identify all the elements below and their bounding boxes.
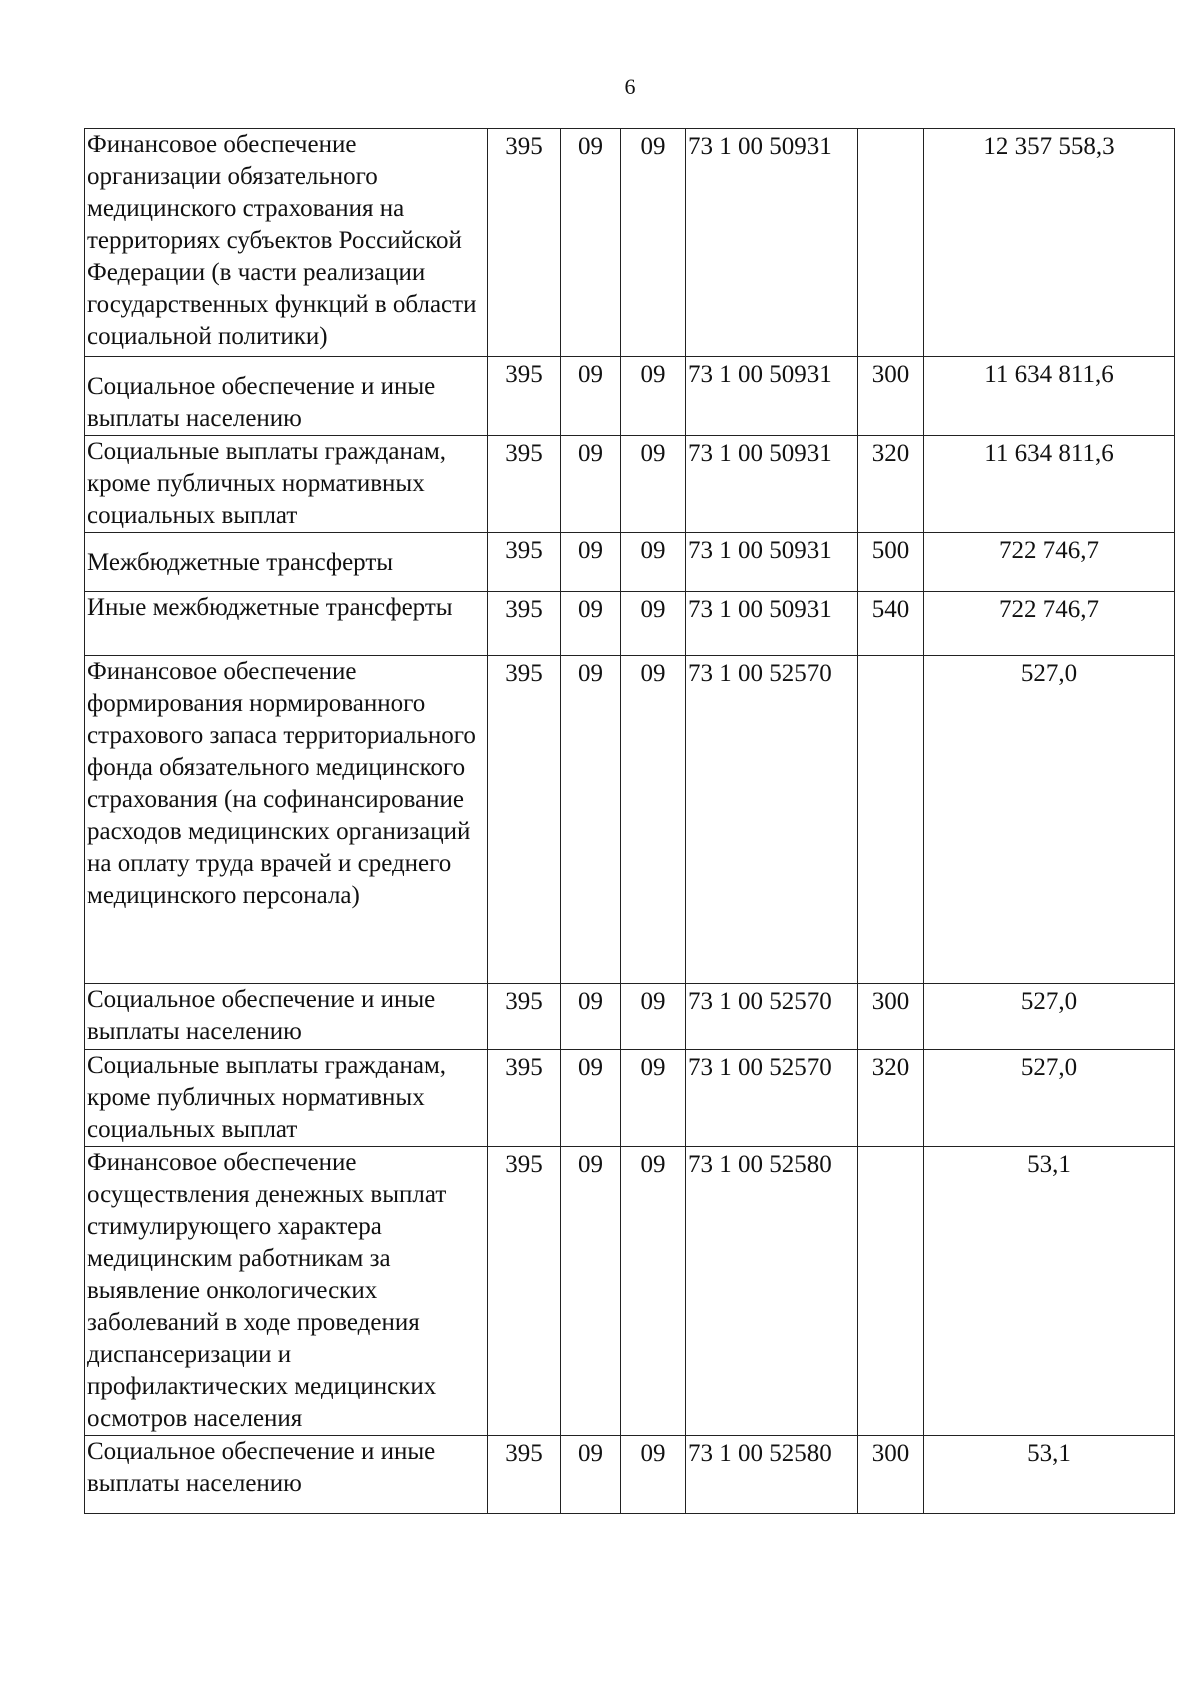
pr-code: 09	[621, 357, 686, 436]
pr-code: 09	[621, 984, 686, 1050]
table-row	[85, 533, 1175, 592]
gr-code: 395	[488, 436, 561, 533]
expense-name: Социальные выплаты гражданам, кроме публичных нормативных социальных выплат	[85, 436, 488, 533]
rz-code: 09	[561, 533, 621, 592]
pr-code: 09	[621, 656, 686, 984]
vr-code: 300	[858, 357, 924, 436]
gr-code: 395	[488, 592, 561, 656]
amount: 527,0	[924, 984, 1175, 1050]
csr-code: 73 1 00 50931	[686, 357, 858, 436]
vr-code	[858, 1147, 924, 1436]
table-row	[85, 436, 1175, 533]
rz-code: 09	[561, 1436, 621, 1514]
amount: 527,0	[924, 656, 1175, 984]
rz-code: 09	[561, 1147, 621, 1436]
rz-code: 09	[561, 1050, 621, 1147]
gr-code: 395	[488, 1436, 561, 1514]
amount: 12 357 558,3	[924, 129, 1175, 357]
pr-code: 09	[621, 1050, 686, 1147]
csr-code: 73 1 00 52570	[686, 656, 858, 984]
expense-name: Социальное обеспечение и иные выплаты населению	[85, 1436, 488, 1514]
vr-code	[858, 129, 924, 357]
table-row	[85, 1147, 1175, 1436]
expense-name: Межбюджетные трансферты	[85, 533, 488, 592]
csr-code: 73 1 00 50931	[686, 129, 858, 357]
amount: 53,1	[924, 1147, 1175, 1436]
vr-code: 320	[858, 436, 924, 533]
vr-code: 500	[858, 533, 924, 592]
csr-code: 73 1 00 52570	[686, 1050, 858, 1147]
amount: 53,1	[924, 1436, 1175, 1514]
expense-name: Финансовое обеспечение осуществления денежных выплат стимулирующего характера медицинским работникам за выявление онкологических заболеваний в ходе проведения диспансеризации и профилактических медицинских осмотров населения	[85, 1147, 488, 1436]
csr-code: 73 1 00 52570	[686, 984, 858, 1050]
csr-code: 73 1 00 52580	[686, 1436, 858, 1514]
table-row	[85, 129, 1175, 357]
table-row	[85, 984, 1175, 1050]
amount: 722 746,7	[924, 533, 1175, 592]
rz-code: 09	[561, 357, 621, 436]
rz-code: 09	[561, 656, 621, 984]
table-row	[85, 656, 1175, 984]
rz-code: 09	[561, 984, 621, 1050]
pr-code: 09	[621, 592, 686, 656]
pr-code: 09	[621, 129, 686, 357]
vr-code: 320	[858, 1050, 924, 1147]
gr-code: 395	[488, 533, 561, 592]
vr-code: 540	[858, 592, 924, 656]
csr-code: 73 1 00 50931	[686, 592, 858, 656]
gr-code: 395	[488, 984, 561, 1050]
pr-code: 09	[621, 1436, 686, 1514]
expense-name: Финансовое обеспечение организации обязательного медицинского страхования на территориях субъектов Российской Федерации (в части реализации государственных функций в области социальной политики)	[85, 129, 488, 357]
vr-code: 300	[858, 1436, 924, 1514]
expense-name: Социальное обеспечение и иные выплаты населению	[85, 984, 488, 1050]
gr-code: 395	[488, 357, 561, 436]
gr-code: 395	[488, 1050, 561, 1147]
table-row	[85, 592, 1175, 656]
pr-code: 09	[621, 436, 686, 533]
gr-code: 395	[488, 1147, 561, 1436]
amount: 527,0	[924, 1050, 1175, 1147]
expense-name: Иные межбюджетные трансферты	[85, 592, 488, 656]
amount: 11 634 811,6	[924, 436, 1175, 533]
pr-code: 09	[621, 533, 686, 592]
csr-code: 73 1 00 52580	[686, 1147, 858, 1436]
vr-code	[858, 656, 924, 984]
expense-name: Финансовое обеспечение формирования нормированного страхового запаса территориального фонда обязательного медицинского страхования (на софинансирование расходов медицинских организаций на оплату труда врачей и среднего медицинского персонала)	[85, 656, 488, 984]
expense-name: Социальные выплаты гражданам, кроме публичных нормативных социальных выплат	[85, 1050, 488, 1147]
page-number: 6	[624, 74, 636, 99]
gr-code: 395	[488, 129, 561, 357]
amount: 11 634 811,6	[924, 357, 1175, 436]
table-row	[85, 1050, 1175, 1147]
gr-code: 395	[488, 656, 561, 984]
table-row	[85, 357, 1175, 436]
pr-code: 09	[621, 1147, 686, 1436]
vr-code: 300	[858, 984, 924, 1050]
amount: 722 746,7	[924, 592, 1175, 656]
table-row	[85, 1436, 1175, 1514]
csr-code: 73 1 00 50931	[686, 533, 858, 592]
rz-code: 09	[561, 592, 621, 656]
expense-name: Социальное обеспечение и иные выплаты населению	[85, 357, 488, 436]
rz-code: 09	[561, 436, 621, 533]
rz-code: 09	[561, 129, 621, 357]
csr-code: 73 1 00 50931	[686, 436, 858, 533]
budget-table	[84, 128, 1175, 1514]
